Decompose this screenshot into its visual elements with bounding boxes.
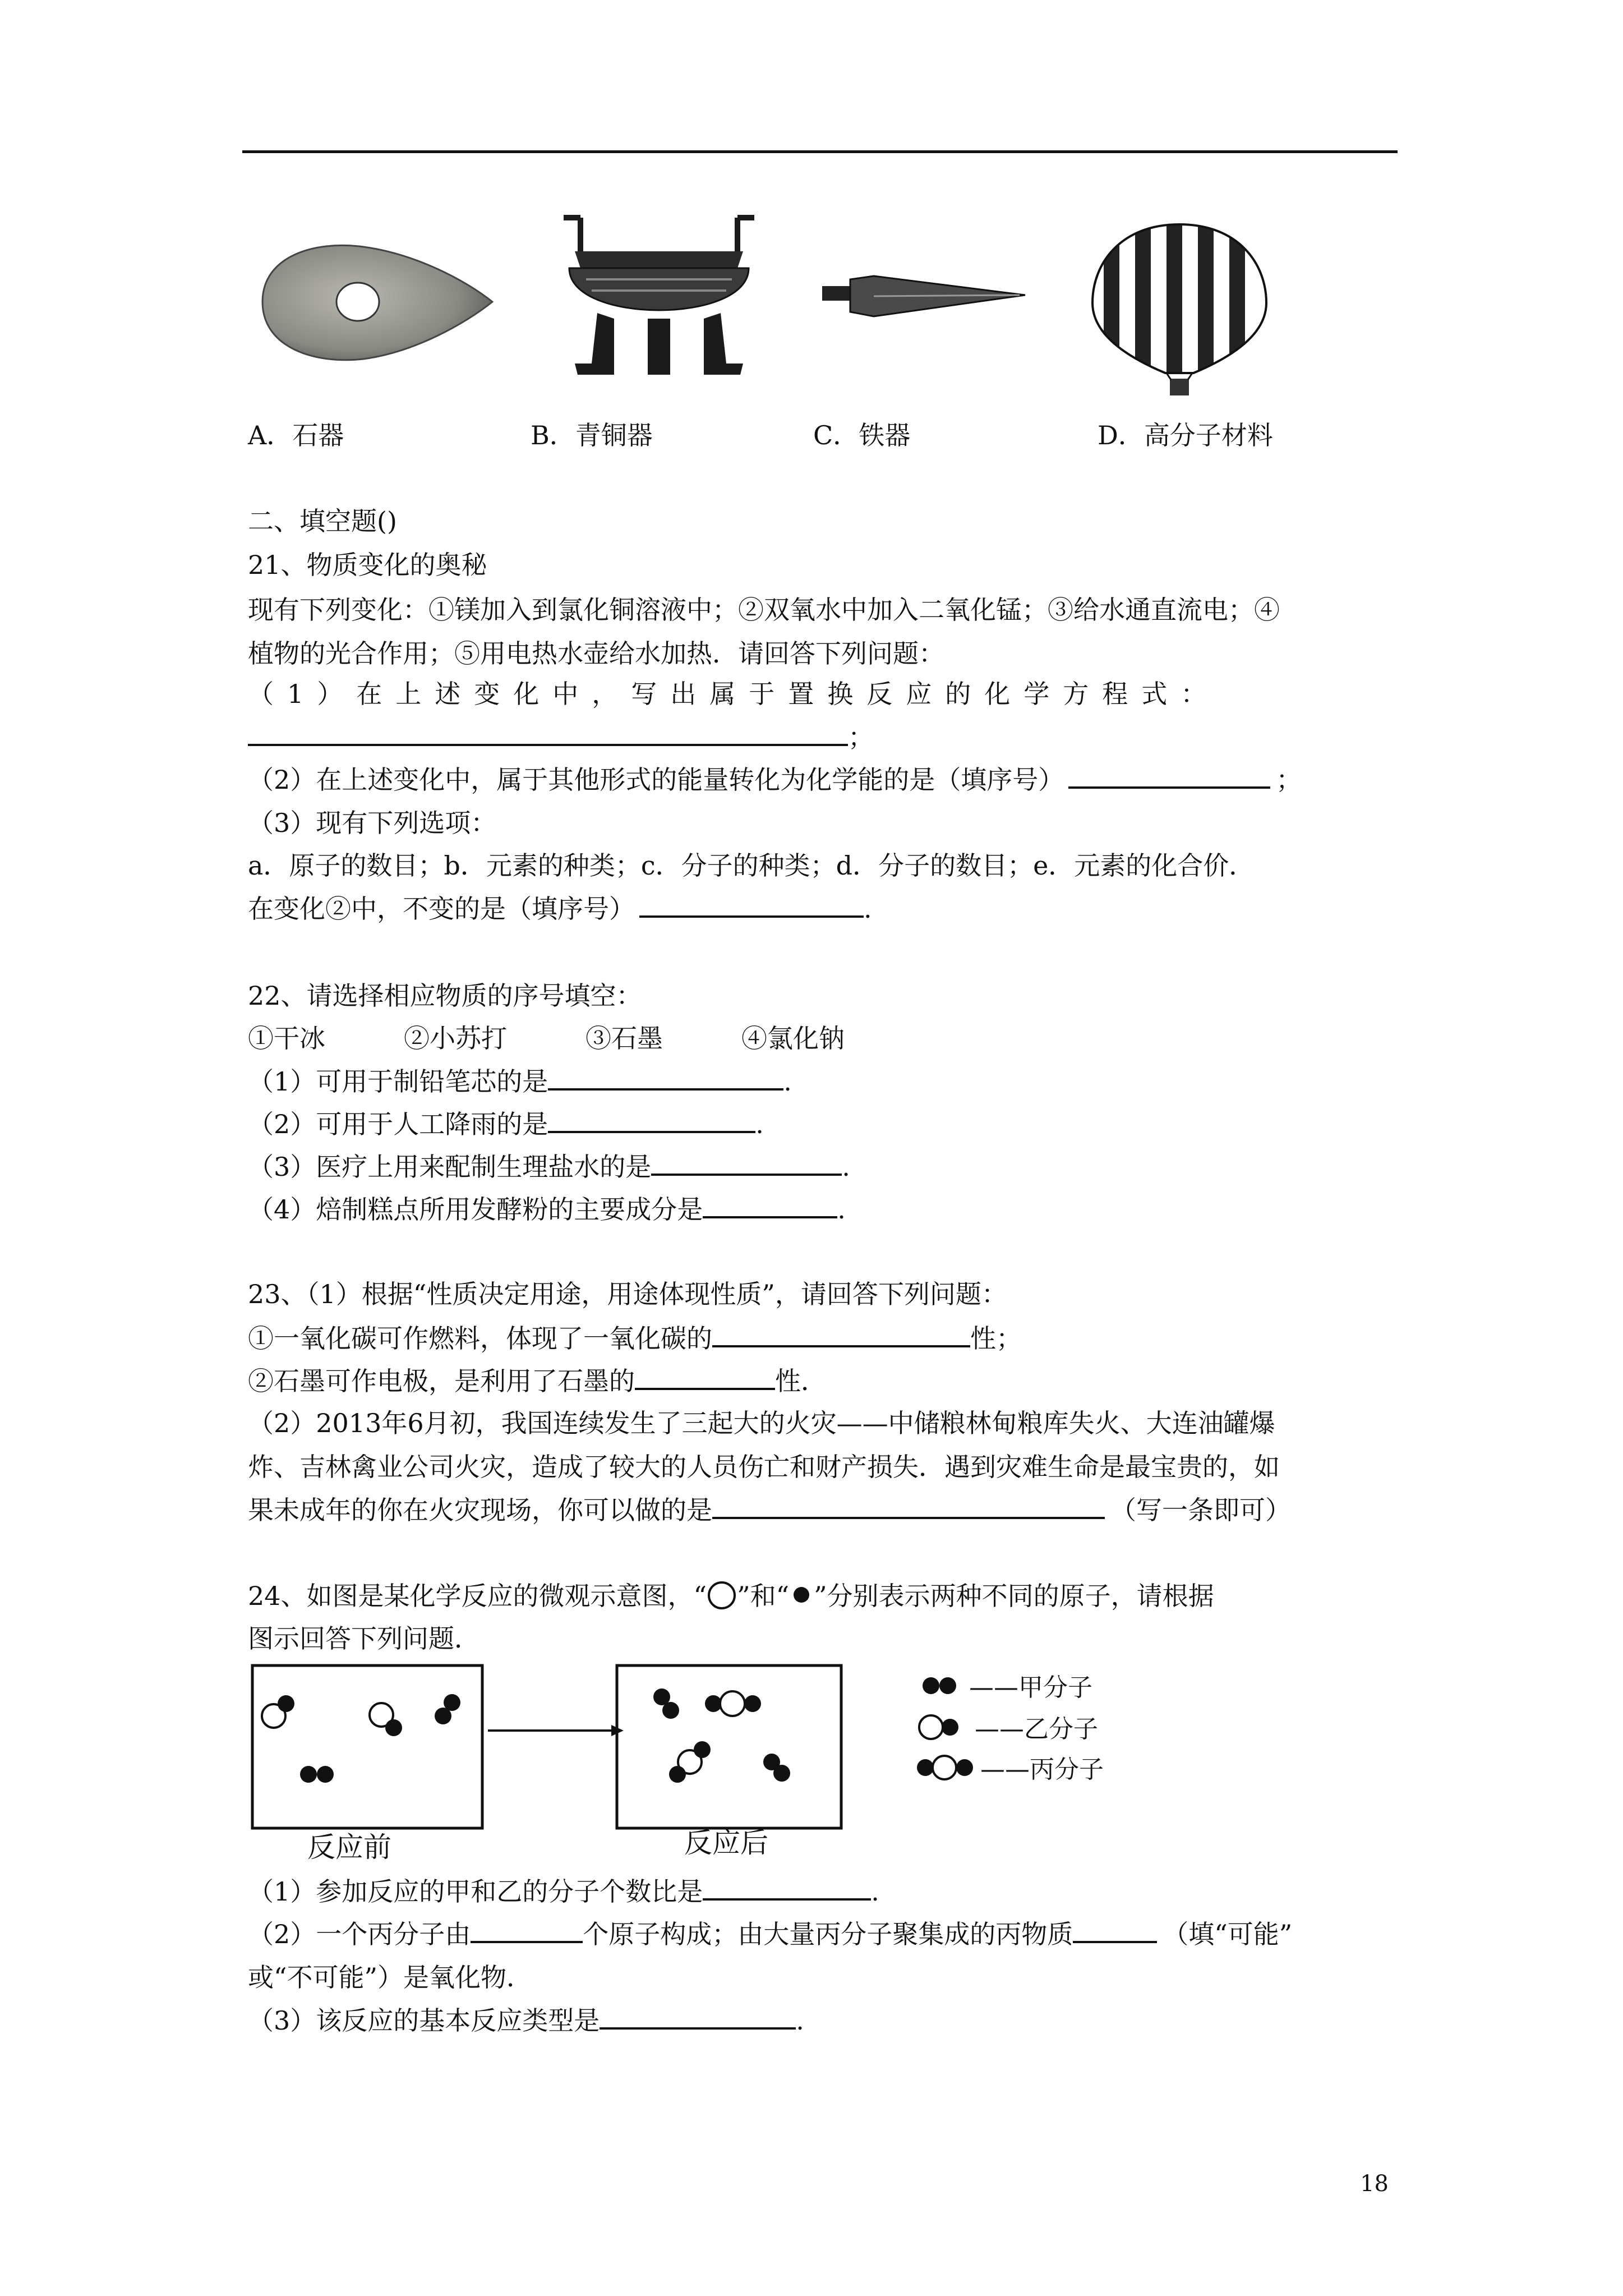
q23-line2-end: 性； [970, 1323, 1022, 1354]
after-bing-molecule [705, 1691, 761, 1716]
legend-yi-molecule [919, 1715, 958, 1739]
q24-line2: 图示回答下列问题． [248, 1623, 480, 1654]
q22-sub2 [248, 1106, 764, 1142]
before-jia-molecule-1 [435, 1694, 460, 1724]
q24-sub2-cont: 或“不可能”）是氧化物． [248, 1962, 533, 1993]
q23-line2-text: ①一氧化碳可作燃料，体现了一氧化碳的 [248, 1323, 712, 1354]
q21-line8-text: 在变化②中，不变的是（填序号） [248, 894, 635, 924]
before-label: 反应前 [307, 1831, 391, 1864]
q22-option-3: ③石墨 [585, 1023, 663, 1053]
q21-answer-blank-1[interactable] [248, 719, 848, 746]
q23-line5: 炸、吉林禽业公司火灾，造成了较大的人员伤亡和财产损失．遇到灾难生命是最宝贵的，如 [248, 1452, 1280, 1482]
q23-line6 [248, 1492, 1291, 1527]
header-rule [242, 150, 1398, 153]
after-jia-molecule-2 [763, 1754, 790, 1782]
hot-air-balloon-image [1087, 219, 1272, 404]
q24-line1-part3: ”分别表示两种不同的原子，请根据 [814, 1581, 1214, 1611]
q22-answer-blank-3[interactable] [651, 1149, 842, 1176]
q24-sub1 [248, 1874, 879, 1909]
q24-sub1-text: （1）参加反应的甲和乙的分子个数比是 [248, 1876, 703, 1907]
q22-sub4 [248, 1191, 846, 1227]
q22-sub3 [248, 1149, 850, 1184]
q21-line8-end: . [864, 894, 872, 924]
stone-tool-image [251, 234, 498, 369]
legend-bing-label: ——丙分子 [980, 1755, 1104, 1784]
option-b-label: B．青铜器 [531, 420, 653, 450]
section-title: 二、填空题() [248, 506, 397, 536]
q22-sub1-end: . [783, 1066, 792, 1097]
after-label: 反应后 [684, 1826, 768, 1859]
legend-bing-molecule [917, 1756, 973, 1779]
q23-answer-blank-2[interactable] [635, 1363, 775, 1390]
q24-sub2 [248, 1916, 1292, 1952]
q23-answer-blank-3[interactable] [712, 1492, 1105, 1519]
iron-dagger-image [818, 263, 1031, 330]
q23-line6-end: （写一条即可） [1110, 1495, 1291, 1525]
q24-line1 [248, 1579, 1214, 1613]
q22-option-4: ④氯化钠 [741, 1023, 845, 1053]
q24-sub3 [248, 2003, 804, 2038]
legend-yi-label: ——乙分子 [975, 1715, 1098, 1743]
after-yi-molecule [669, 1741, 711, 1783]
q22-option-1: ①干冰 [248, 1023, 325, 1053]
legend-jia-molecule [923, 1677, 956, 1694]
q21-answer-blank-3[interactable] [639, 891, 864, 918]
after-box [617, 1665, 841, 1828]
q23-line3 [248, 1363, 827, 1398]
q21-line6: （3）现有下列选项： [248, 808, 497, 838]
q24-answer-blank-2[interactable] [471, 1916, 583, 1943]
q24-answer-blank-3[interactable] [1073, 1916, 1157, 1943]
bronze-vessel-image [552, 212, 766, 386]
q24-sub2-text-c: （填“可能” [1163, 1919, 1293, 1949]
white-atom-icon [707, 1580, 737, 1611]
before-yi-molecule-1 [262, 1695, 294, 1728]
q22-sub3-text: （3）医疗上用来配制生理盐水的是 [248, 1152, 652, 1182]
q23-answer-blank-1[interactable] [712, 1320, 970, 1347]
q24-sub1-end: . [871, 1876, 879, 1907]
q22-answer-blank-4[interactable] [703, 1191, 837, 1218]
before-jia-molecule-2 [300, 1766, 334, 1783]
legend-jia-label: ——甲分子 [969, 1673, 1092, 1702]
q24-answer-blank-4[interactable] [600, 2003, 796, 2030]
q22-sub4-text: （4）焙制糕点所用发酵粉的主要成分是 [248, 1194, 703, 1225]
q22-options [248, 1021, 845, 1056]
q22-sub3-end: . [842, 1152, 850, 1182]
q21-line1: 现有下列变化：①镁加入到氯化铜溶液中；②双氧水中加入二氧化锰；③给水通直流电；④ [248, 595, 1280, 625]
q22-sub1 [248, 1064, 792, 1099]
q24-sub2-text-a: （2）一个丙分子由 [248, 1919, 471, 1949]
q21-answer-blank-2[interactable] [1068, 762, 1270, 789]
q22-sub2-text: （2）可用于人工降雨的是 [248, 1109, 548, 1139]
q24-sub3-end: . [796, 2005, 804, 2036]
before-box [252, 1665, 482, 1828]
q23-line6-text: 果未成年的你在火灾现场，你可以做的是 [248, 1495, 712, 1525]
q22-answer-blank-1[interactable] [548, 1064, 783, 1091]
q21-line2: 植物的光合作用；⑤用电热水壶给水加热．请回答下列问题： [248, 638, 944, 669]
q23-line2 [248, 1320, 1022, 1356]
q21-line5-text: （2）在上述变化中，属于其他形式的能量转化为化学能的是（填序号） [248, 765, 1064, 795]
q23-line3-text: ②石墨可作电极，是利用了石墨的 [248, 1366, 635, 1396]
q23-line1: 23、（1）根据“性质决定用途，用途体现性质”，请回答下列问题： [248, 1279, 1007, 1309]
q21-line5-end: ； [1276, 765, 1302, 795]
q22-option-2: ②小苏打 [404, 1023, 507, 1053]
q22-sub1-text: （1）可用于制铅笔芯的是 [248, 1066, 548, 1097]
q24-sub2-text-b: 个原子构成；由大量丙分子聚集成的丙物质 [583, 1919, 1073, 1949]
q24-line1-part1: 24、如图是某化学反应的微观示意图，“ [248, 1581, 707, 1611]
q21-line4 [248, 719, 874, 754]
q23-line3-end: 性． [775, 1366, 827, 1396]
page-number: 18 [1360, 2171, 1389, 2197]
option-d-label: D．高分子材料 [1098, 420, 1273, 450]
q21-line3: （1）在上述变化中，写出属于置换反应的化学方程式： [248, 679, 1220, 709]
q21-line7: a．原子的数目；b．元素的种类；c．分子的种类；d．分子的数目；e．元素的化合价． [248, 850, 1255, 881]
q23-line4: （2）2013年6月初，我国连续发生了三起大的火灾——中储粮林甸粮库失火、大连油罐爆 [248, 1408, 1275, 1438]
q22-sub2-end: . [755, 1109, 764, 1139]
q24-answer-blank-1[interactable] [703, 1874, 871, 1901]
black-atom-icon [789, 1582, 814, 1607]
q24-line1-part2: ”和“ [737, 1581, 790, 1611]
q24-sub3-text: （3）该反应的基本反应类型是 [248, 2005, 600, 2036]
q21-line4-end: ； [848, 722, 874, 752]
before-yi-molecule-2 [370, 1703, 402, 1736]
q22-answer-blank-2[interactable] [548, 1106, 755, 1133]
q21-line8 [248, 891, 872, 926]
option-c-label: C．铁器 [813, 420, 911, 450]
q21-title: 21、物质变化的奥秘 [248, 550, 487, 580]
q22-title: 22、请选择相应物质的序号填空： [248, 981, 642, 1011]
q22-sub4-end: . [837, 1194, 846, 1225]
after-jia-molecule-1 [653, 1688, 679, 1719]
option-a-label: A．石器 [248, 420, 344, 450]
q21-line5 [248, 762, 1302, 797]
